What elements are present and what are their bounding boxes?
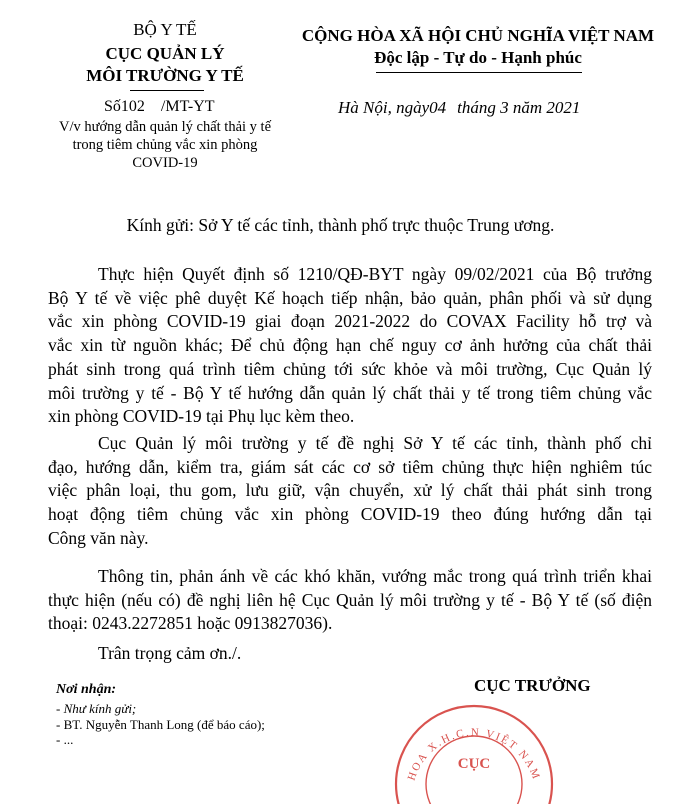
motto-underline (376, 72, 582, 73)
paragraph-line: việc phân loại, thu gom, lưu giữ, vận chuyển, xử lý chất thải phát sinh trong (48, 480, 652, 501)
date-prefix: Hà Nội, ngày (338, 98, 430, 117)
paragraph-line: phát sinh trong quá trình tiêm chủng tới sức khỏe và môi trường, Cục Quản lý (48, 358, 652, 379)
seal-ring-text: HOA X.H.C.N VIỆT NAM (405, 726, 543, 783)
seal-center-text: CỤC (457, 756, 491, 772)
paragraph-line: hoạt động tiêm chủng vắc xin phòng COVID-19 theo đúng hướng dẫn tại (48, 504, 652, 525)
issue-date (338, 98, 580, 118)
closing-thanks: Trân trọng cảm ơn./. (98, 643, 242, 663)
recipient-item: - ... (56, 732, 74, 747)
paragraph-line: đạo, hướng dẫn, kiểm tra, giám sát các cơ sở tiêm chủng thực hiện nghiêm túc (48, 456, 652, 477)
recipient-item: - BT. Nguyễn Thanh Long (để báo cáo); (56, 717, 265, 732)
subject-line-3: COVID-19 (132, 155, 198, 171)
paragraph-line: vắc xin phòng COVID-19 giai đoạn 2021-2022 do COVAX Facility hỗ trợ và (48, 311, 652, 332)
paragraph-line: Thực hiện Quyết định số 1210/QĐ-BYT ngày 09/02/2021 của Bộ trưởng (98, 264, 652, 284)
recipient-item: - Như kính gửi; (56, 701, 137, 716)
paragraph-line: thoại: 0243.2272851 hoặc 0913827036). (48, 613, 333, 634)
paragraph-line: Thông tin, phản ánh về các khó khăn, vướng mắc trong quá trình triển khai (98, 566, 652, 586)
paragraph-line: môi trường y tế - Bộ Y tế hướng dẫn quản lý chất thải y tế trong tiêm chủng vắc (48, 382, 652, 403)
signer-title: CỤC TRƯỞNG (474, 676, 591, 695)
body-paragraph-3 (48, 565, 652, 636)
paragraph-line: xin phòng COVID-19 tại Phụ lục kèm theo. (48, 406, 355, 427)
recipient-greeting: Kính gửi: Sở Y tế các tỉnh, thành phố trực thuộc Trung ương. (126, 215, 555, 235)
body-paragraph-2 (48, 432, 652, 551)
paragraph-line: thực hiện (nếu có) đề nghị liên hệ Cục Quản lý môi trường y tế - Bộ Y tế (số điện (48, 589, 652, 610)
recipients-title: Nơi nhận: (56, 682, 117, 697)
paragraph-line: vắc xin từ nguồn khác; Để chủ động hạn chế nguy cơ ảnh hưởng của chất thải (48, 335, 652, 356)
organization-underline (130, 90, 204, 91)
issuing-organization-line-2: MÔI TRƯỜNG Y TẾ (86, 66, 244, 85)
parent-organization: BỘ Y TẾ (133, 20, 197, 39)
date-suffix: tháng 3 năm 2021 (457, 98, 581, 117)
paragraph-line: Bộ Y tế về việc phê duyệt Kế hoạch tiếp nhận, bảo quản, phân phối và sử dụng (48, 287, 652, 308)
body-paragraph-1 (48, 263, 652, 429)
issuing-organization-line-1: CỤC QUẢN LÝ (105, 44, 225, 63)
date-day: 04 (429, 98, 447, 117)
national-title: CỘNG HÒA XÃ HỘI CHỦ NGHĨA VIỆT NAM (301, 26, 655, 45)
national-motto: Độc lập - Tự do - Hạnh phúc (374, 48, 582, 67)
subject-line-2: trong tiêm chủng vắc xin phòng (72, 137, 258, 153)
subject-line-1: V/v hướng dẫn quản lý chất thải y tế (58, 119, 272, 135)
document-number: Số102 /MT-YT (104, 98, 215, 115)
paragraph-line: Công văn này. (48, 527, 149, 548)
paragraph-line: Cục Quản lý môi trường y tế đề nghị Sở Y tế các tỉnh, thành phố chỉ (98, 433, 652, 453)
